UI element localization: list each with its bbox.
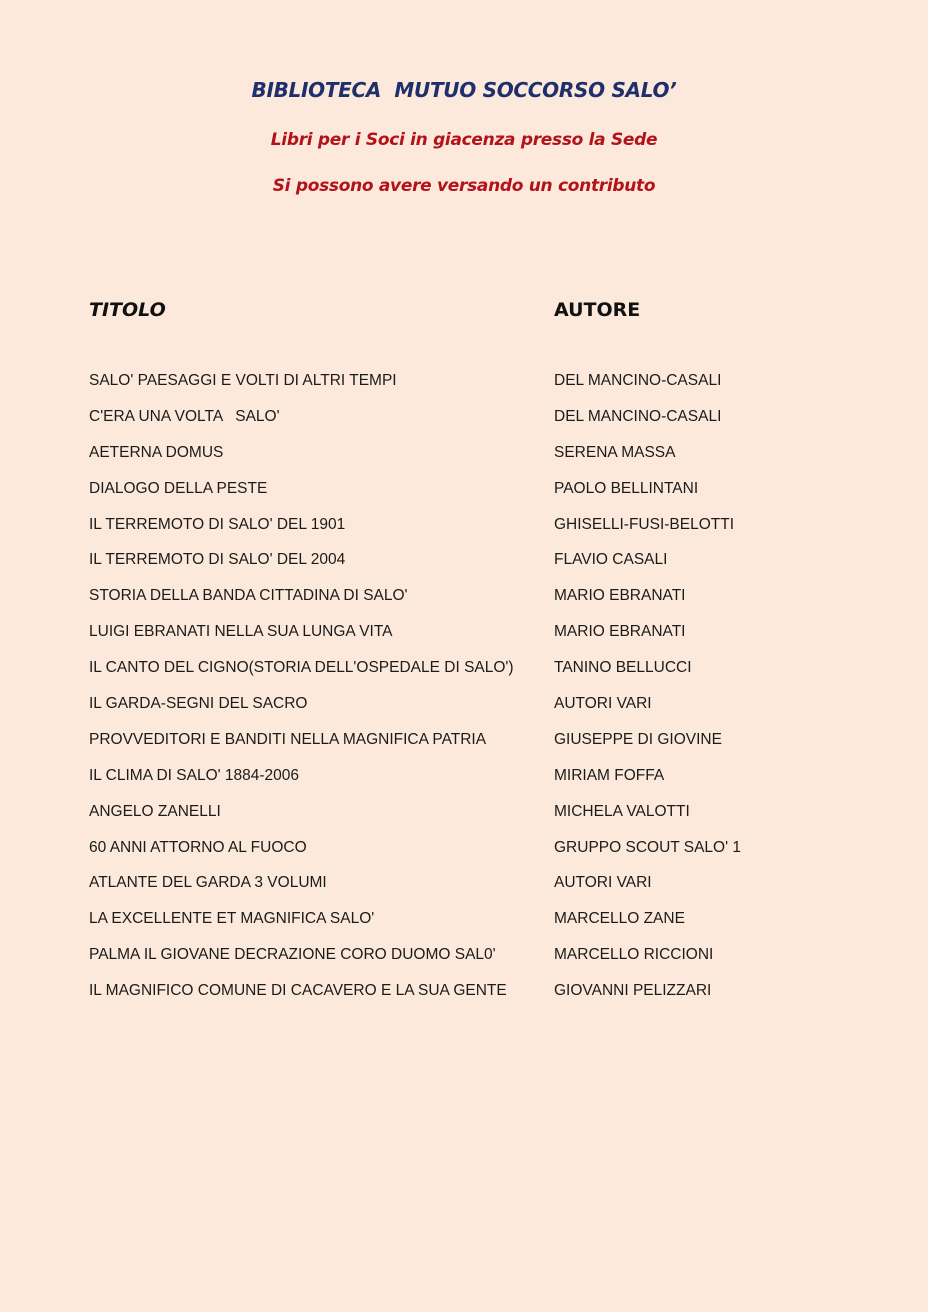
book-title: C'ERA UNA VOLTA SALO' xyxy=(89,407,280,425)
book-title: IL GARDA-SEGNI DEL SACRO xyxy=(89,695,308,713)
book-row xyxy=(0,874,928,910)
book-row xyxy=(0,803,928,839)
book-row xyxy=(0,982,928,1018)
page-title: BIBLIOTECA MUTUO SOCCORSO SALO’ xyxy=(251,78,677,102)
book-row xyxy=(0,444,928,480)
book-title: ANGELO ZANELLI xyxy=(89,802,221,820)
book-author: TANINO BELLUCCI xyxy=(554,659,692,677)
book-title: AETERNA DOMUS xyxy=(89,443,224,461)
book-author: PAOLO BELLINTANI xyxy=(554,479,699,497)
book-author: SERENA MASSA xyxy=(554,443,676,461)
book-title: LA EXCELLENTE ET MAGNIFICA SALO' xyxy=(89,910,375,928)
book-title: PALMA IL GIOVANE DECRAZIONE CORO DUOMO SAL0' xyxy=(89,946,496,964)
book-author: MARIO EBRANATI xyxy=(554,587,686,605)
book-title: DIALOGO DELLA PESTE xyxy=(89,479,268,497)
book-title: IL CLIMA DI SALO' 1884-2006 xyxy=(89,766,300,784)
book-author: DEL MANCINO-CASALI xyxy=(554,372,722,389)
book-author: AUTORI VARI xyxy=(554,695,652,713)
book-author: AUTORI VARI xyxy=(554,874,652,892)
page-subtitle: Libri per i Soci in giacenza presso la Sede xyxy=(270,130,658,150)
book-row xyxy=(0,408,928,444)
book-author: MICHELA VALOTTI xyxy=(554,802,690,820)
book-row xyxy=(0,695,928,731)
book-author: GIUSEPPE DI GIOVINE xyxy=(554,730,722,748)
book-title: PROVVEDITORI E BANDITI NELLA MAGNIFICA PATRIA xyxy=(89,730,487,748)
book-title: LUIGI EBRANATI NELLA SUA LUNGA VITA xyxy=(89,623,393,641)
column-header-author: AUTORE xyxy=(554,299,641,321)
book-title: ATLANTE DEL GARDA 3 VOLUMI xyxy=(89,874,327,892)
book-author: MIRIAM FOFFA xyxy=(554,766,665,784)
book-row xyxy=(0,372,928,408)
book-author: GIOVANNI PELIZZARI xyxy=(554,982,712,1000)
book-author: MARIO EBRANATI xyxy=(554,623,686,641)
book-author: GHISELLI-FUSI-BELOTTI xyxy=(554,515,735,533)
book-row xyxy=(0,946,928,982)
book-title: IL MAGNIFICO COMUNE DI CACAVERO E LA SUA GENTE xyxy=(89,982,507,1000)
book-list xyxy=(0,372,928,1018)
book-row xyxy=(0,587,928,623)
book-author: DEL MANCINO-CASALI xyxy=(554,407,722,425)
book-row xyxy=(0,731,928,767)
book-row xyxy=(0,516,928,552)
book-author: GRUPPO SCOUT SALO' 1 xyxy=(554,838,741,856)
book-title: IL TERREMOTO DI SALO' DEL 1901 xyxy=(89,515,346,533)
book-row xyxy=(0,767,928,803)
book-title: SALO' PAESAGGI E VOLTI DI ALTRI TEMPI xyxy=(89,372,397,389)
book-row xyxy=(0,551,928,587)
page-subtitle-contribution: Si possono avere versando un contributo xyxy=(272,176,656,196)
book-row xyxy=(0,910,928,946)
book-row xyxy=(0,659,928,695)
book-row xyxy=(0,623,928,659)
book-row xyxy=(0,480,928,516)
column-header-title: TITOLO xyxy=(89,299,166,321)
book-author: MARCELLO ZANE xyxy=(554,910,685,928)
book-title: 60 ANNI ATTORNO AL FUOCO xyxy=(89,838,307,856)
book-title: IL CANTO DEL CIGNO(STORIA DELL'OSPEDALE DI SALO') xyxy=(89,659,514,677)
book-author: FLAVIO CASALI xyxy=(554,551,668,569)
book-author: MARCELLO RICCIONI xyxy=(554,946,714,964)
book-row xyxy=(0,839,928,875)
book-title: IL TERREMOTO DI SALO' DEL 2004 xyxy=(89,551,346,569)
book-title: STORIA DELLA BANDA CITTADINA DI SALO' xyxy=(89,587,408,605)
